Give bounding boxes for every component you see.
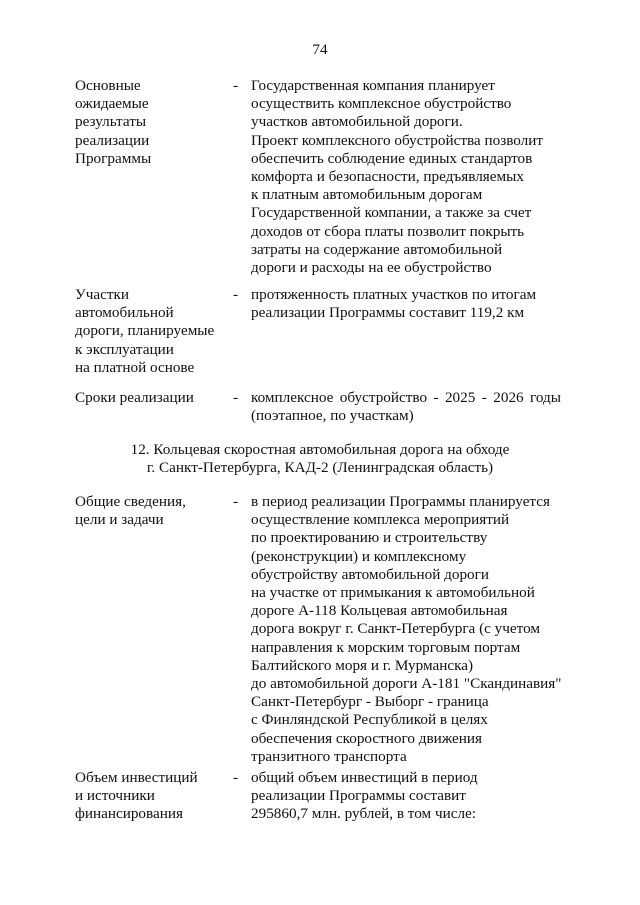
label-line: Объем инвестиций: [75, 769, 198, 786]
content-line: осуществить комплексное обустройство: [251, 95, 512, 113]
content-line: комфорта и безопасности, предъявляемых: [251, 168, 524, 186]
label-line: финансирования: [75, 805, 183, 823]
content-line: Государственной компании, а также за счет: [251, 204, 532, 222]
content-line: до автомобильной дороги А-181 "Скандинавия": [251, 675, 562, 693]
content-line: к платным автомобильным дорогам: [251, 186, 483, 204]
label-line: Основные: [75, 77, 141, 94]
label-line: Сроки реализации: [75, 389, 194, 406]
content-line: (поэтапное, по участкам): [251, 407, 414, 425]
row-label: [75, 389, 225, 407]
row-label: [75, 77, 225, 168]
content-line: (реконструкции) и комплексному: [251, 547, 467, 565]
row-dash: -: [233, 493, 239, 510]
content-line: обеспечить соблюдение единых стандартов: [251, 149, 533, 167]
label-line: Программы: [75, 149, 152, 167]
content-line: обеспечения скоростного движения: [251, 729, 483, 747]
content-line: затраты на содержание автомобильной: [251, 240, 503, 258]
content-line: Санкт-Петербург - Выборг - граница: [251, 693, 489, 711]
row-dash: -: [233, 769, 239, 786]
content-line: Государственная компания планирует: [251, 77, 495, 94]
row-content: [251, 77, 561, 277]
row-label: [75, 769, 225, 824]
content-line: протяженность платных участков по итогам: [251, 286, 537, 303]
content-line: в период реализации Программы планируется: [251, 493, 550, 510]
row-content: [251, 493, 561, 766]
content-line: дороги и расходы на ее обустройство: [251, 259, 492, 277]
section-heading-line: г. Санкт-Петербурга, КАД-2 (Ленинградская область): [146, 459, 494, 477]
label-line: Участки: [75, 286, 130, 303]
content-line: направления к морским торговым портам: [251, 638, 521, 656]
row-content: [251, 286, 561, 322]
row-dash: -: [233, 389, 239, 406]
content-line: обустройству автомобильной дороги: [251, 565, 489, 583]
row-label: [75, 286, 225, 377]
content-line: осуществление комплекса мероприятий: [251, 511, 510, 529]
label-line: к эксплуатации: [75, 340, 174, 358]
content-line: доходов от сбора платы позволит покрыть: [251, 222, 525, 240]
label-line: ожидаемые: [75, 95, 149, 113]
label-line: реализации: [75, 131, 150, 149]
content-line: по проектированию и строительству: [251, 529, 488, 547]
content-line: Балтийского моря и г. Мурманска): [251, 656, 474, 674]
label-line: и источники: [75, 787, 155, 805]
row-label: [75, 493, 225, 529]
content-line: на участке от примыкания к автомобильной: [251, 584, 535, 602]
content-line: транзитного транспорта: [251, 747, 407, 765]
section-heading: [0, 441, 640, 477]
content-line: реализации Программы составит: [251, 787, 466, 805]
row-content: [251, 769, 561, 824]
label-line: на платной основе: [75, 358, 195, 376]
label-line: автомобильной: [75, 304, 174, 322]
content-line: реализации Программы составит 119,2 км: [251, 304, 525, 322]
row-content: [251, 389, 561, 425]
content-line: дорога вокруг г. Санкт-Петербурга (с учетом: [251, 620, 541, 638]
page-number: 74: [312, 41, 328, 58]
row-dash: -: [233, 286, 239, 303]
label-line: результаты: [75, 113, 147, 131]
content-line: Проект комплексного обустройства позволит: [251, 131, 543, 149]
content-line: участков автомобильной дороги.: [251, 113, 463, 131]
content-line: с Финляндской Республикой в целях: [251, 711, 488, 729]
content-line: общий объем инвестиций в период: [251, 769, 478, 786]
label-line: Общие сведения,: [75, 493, 186, 510]
content-line: дороге А-118 Кольцевая автомобильная: [251, 602, 508, 620]
section-heading-line: 12. Кольцевая скоростная автомобильная дорога на обходе: [130, 441, 510, 458]
content-line: 295860,7 млн. рублей, в том числе:: [251, 805, 477, 823]
content-line: комплексное обустройство - 2025 - 2026 годы: [251, 389, 561, 406]
row-dash: -: [233, 77, 239, 94]
label-line: дороги, планируемые: [75, 322, 215, 340]
label-line: цели и задачи: [75, 511, 164, 529]
